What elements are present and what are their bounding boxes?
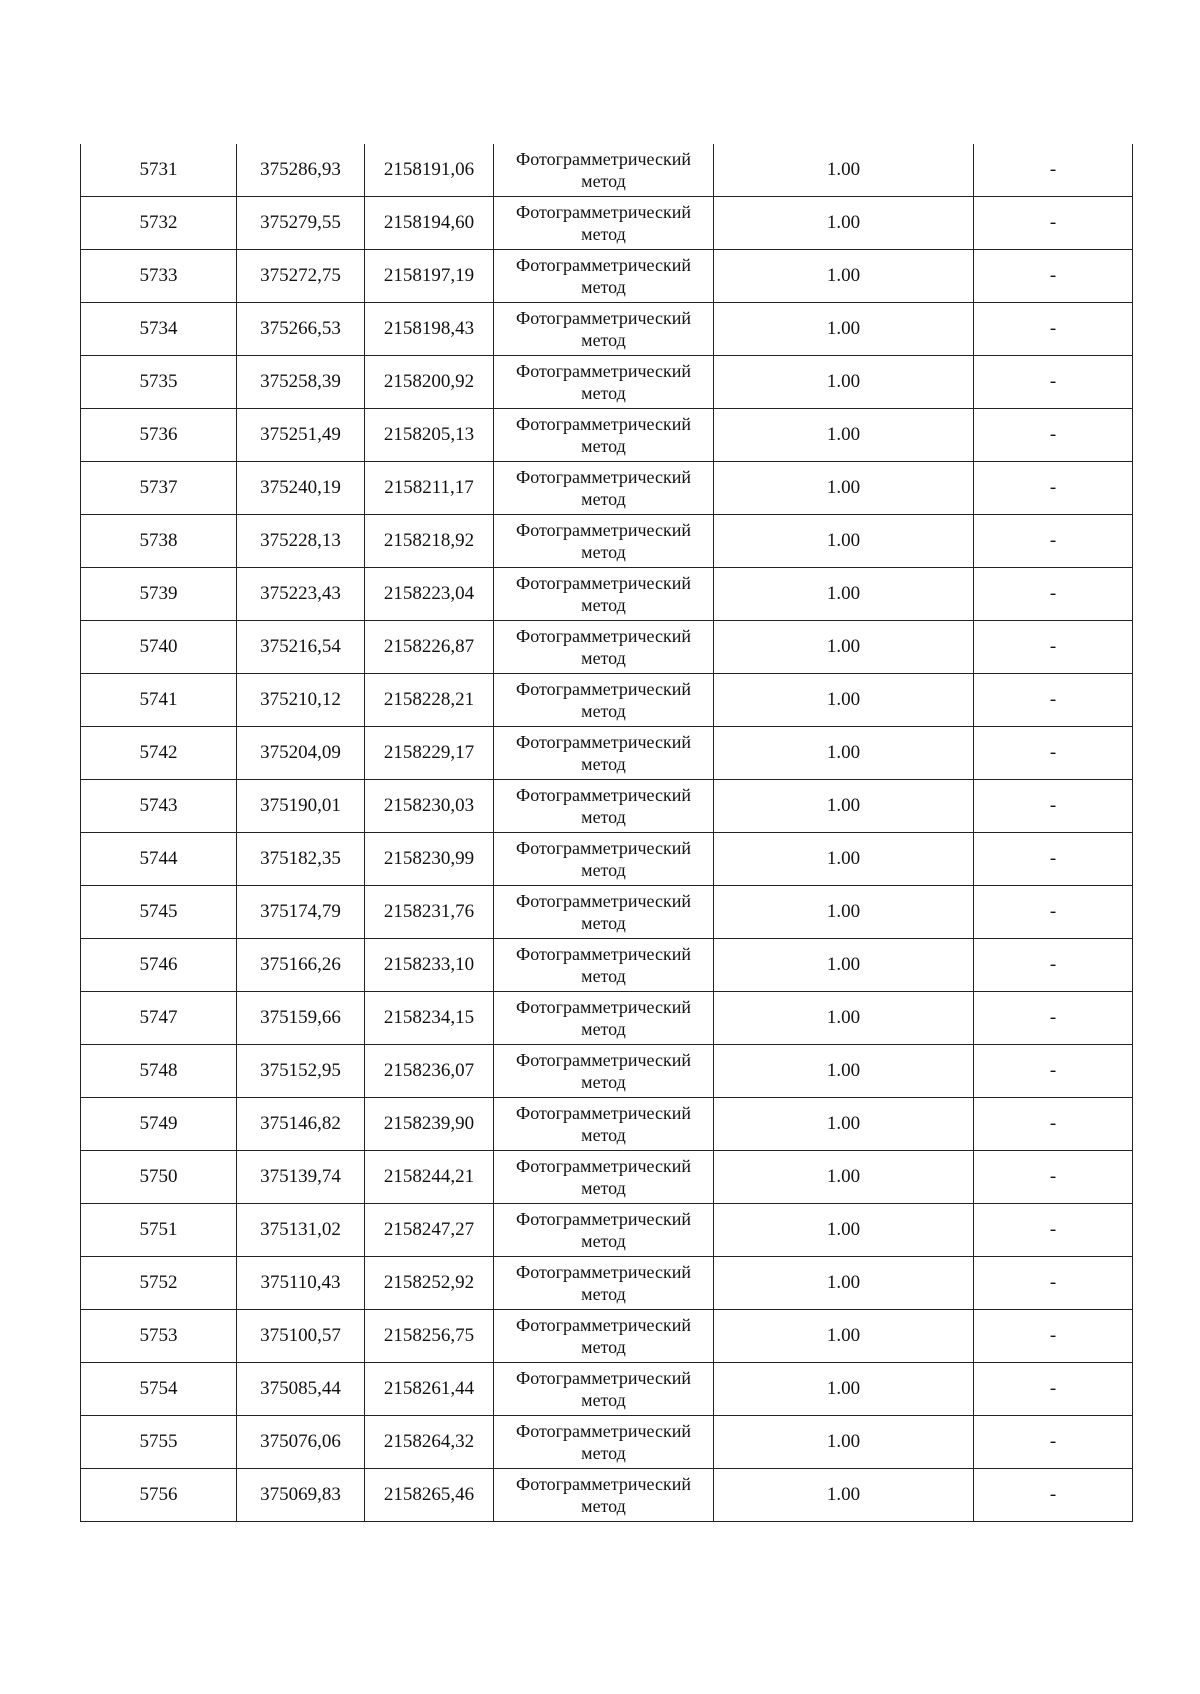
- point-number-cell: 5731: [81, 144, 237, 197]
- method-cell: [494, 462, 714, 515]
- table-row: [81, 250, 1133, 303]
- method-line-2: метод: [581, 807, 626, 827]
- accuracy-cell: 1.00: [714, 144, 974, 197]
- method-line-2: метод: [581, 966, 626, 986]
- method-line-2: метод: [581, 224, 626, 244]
- accuracy-cell: 1.00: [714, 727, 974, 780]
- method-line-2: метод: [581, 1125, 626, 1145]
- note-cell: -: [974, 674, 1133, 727]
- accuracy-cell: 1.00: [714, 303, 974, 356]
- method-line-1: Фотограмметрический: [516, 520, 691, 540]
- point-number-cell: 5733: [81, 250, 237, 303]
- table-row: [81, 780, 1133, 833]
- method-line-2: метод: [581, 436, 626, 456]
- note-cell: -: [974, 144, 1133, 197]
- method-line-1: Фотограмметрический: [516, 467, 691, 487]
- method-line-1: Фотограмметрический: [516, 1262, 691, 1282]
- y-coordinate-cell: 2158205,13: [365, 409, 494, 462]
- y-coordinate-cell: 2158239,90: [365, 1098, 494, 1151]
- table-row: [81, 1363, 1133, 1416]
- y-coordinate-cell: 2158229,17: [365, 727, 494, 780]
- method-cell: [494, 992, 714, 1045]
- point-number-cell: 5739: [81, 568, 237, 621]
- method-line-1: Фотограмметрический: [516, 308, 691, 328]
- method-cell: [494, 1045, 714, 1098]
- note-cell: -: [974, 356, 1133, 409]
- y-coordinate-cell: 2158236,07: [365, 1045, 494, 1098]
- x-coordinate-cell: 375210,12: [237, 674, 365, 727]
- coordinates-table-body: [81, 144, 1133, 1522]
- method-line-1: Фотограмметрический: [516, 1315, 691, 1335]
- note-cell: -: [974, 462, 1133, 515]
- note-cell: -: [974, 621, 1133, 674]
- method-line-1: Фотограмметрический: [516, 573, 691, 593]
- note-cell: -: [974, 250, 1133, 303]
- y-coordinate-cell: 2158261,44: [365, 1363, 494, 1416]
- method-cell: [494, 833, 714, 886]
- method-cell: [494, 1204, 714, 1257]
- point-number-cell: 5737: [81, 462, 237, 515]
- method-line-1: Фотограмметрический: [516, 255, 691, 275]
- accuracy-cell: 1.00: [714, 197, 974, 250]
- method-line-2: метод: [581, 383, 626, 403]
- accuracy-cell: 1.00: [714, 1098, 974, 1151]
- method-cell: [494, 568, 714, 621]
- method-line-1: Фотограмметрический: [516, 149, 691, 169]
- method-line-1: Фотограмметрический: [516, 1050, 691, 1070]
- table-row: [81, 1416, 1133, 1469]
- accuracy-cell: 1.00: [714, 568, 974, 621]
- accuracy-cell: 1.00: [714, 1416, 974, 1469]
- method-line-2: метод: [581, 860, 626, 880]
- method-cell: [494, 250, 714, 303]
- x-coordinate-cell: 375182,35: [237, 833, 365, 886]
- method-line-1: Фотограмметрический: [516, 202, 691, 222]
- method-line-1: Фотограмметрический: [516, 361, 691, 381]
- note-cell: -: [974, 1469, 1133, 1522]
- y-coordinate-cell: 2158223,04: [365, 568, 494, 621]
- y-coordinate-cell: 2158231,76: [365, 886, 494, 939]
- accuracy-cell: 1.00: [714, 1045, 974, 1098]
- method-line-2: метод: [581, 1231, 626, 1251]
- note-cell: -: [974, 1045, 1133, 1098]
- method-line-1: Фотограмметрический: [516, 1156, 691, 1176]
- table-row: [81, 568, 1133, 621]
- y-coordinate-cell: 2158234,15: [365, 992, 494, 1045]
- x-coordinate-cell: 375174,79: [237, 886, 365, 939]
- point-number-cell: 5744: [81, 833, 237, 886]
- method-line-1: Фотограмметрический: [516, 997, 691, 1017]
- point-number-cell: 5738: [81, 515, 237, 568]
- note-cell: -: [974, 833, 1133, 886]
- accuracy-cell: 1.00: [714, 621, 974, 674]
- point-number-cell: 5732: [81, 197, 237, 250]
- note-cell: -: [974, 886, 1133, 939]
- method-line-1: Фотограмметрический: [516, 1368, 691, 1388]
- point-number-cell: 5743: [81, 780, 237, 833]
- method-line-2: метод: [581, 1496, 626, 1516]
- method-line-1: Фотограмметрический: [516, 785, 691, 805]
- method-line-2: метод: [581, 330, 626, 350]
- y-coordinate-cell: 2158198,43: [365, 303, 494, 356]
- method-line-1: Фотограмметрический: [516, 679, 691, 699]
- accuracy-cell: 1.00: [714, 462, 974, 515]
- point-number-cell: 5752: [81, 1257, 237, 1310]
- method-line-1: Фотограмметрический: [516, 414, 691, 434]
- x-coordinate-cell: 375110,43: [237, 1257, 365, 1310]
- x-coordinate-cell: 375166,26: [237, 939, 365, 992]
- method-line-2: метод: [581, 1443, 626, 1463]
- method-cell: [494, 939, 714, 992]
- point-number-cell: 5748: [81, 1045, 237, 1098]
- x-coordinate-cell: 375266,53: [237, 303, 365, 356]
- method-cell: [494, 1098, 714, 1151]
- point-number-cell: 5734: [81, 303, 237, 356]
- x-coordinate-cell: 375069,83: [237, 1469, 365, 1522]
- x-coordinate-cell: 375251,49: [237, 409, 365, 462]
- note-cell: -: [974, 1257, 1133, 1310]
- table-row: [81, 515, 1133, 568]
- method-line-1: Фотограмметрический: [516, 1474, 691, 1494]
- accuracy-cell: 1.00: [714, 1257, 974, 1310]
- note-cell: -: [974, 727, 1133, 780]
- point-number-cell: 5751: [81, 1204, 237, 1257]
- method-line-2: метод: [581, 1337, 626, 1357]
- table-row: [81, 939, 1133, 992]
- method-line-1: Фотограмметрический: [516, 1103, 691, 1123]
- table-row: [81, 356, 1133, 409]
- method-cell: [494, 1257, 714, 1310]
- x-coordinate-cell: 375216,54: [237, 621, 365, 674]
- method-cell: [494, 1310, 714, 1363]
- accuracy-cell: 1.00: [714, 1469, 974, 1522]
- table-row: [81, 1469, 1133, 1522]
- x-coordinate-cell: 375139,74: [237, 1151, 365, 1204]
- method-cell: [494, 197, 714, 250]
- accuracy-cell: 1.00: [714, 515, 974, 568]
- point-number-cell: 5755: [81, 1416, 237, 1469]
- coordinates-table: [80, 144, 1133, 1522]
- x-coordinate-cell: 375228,13: [237, 515, 365, 568]
- point-number-cell: 5746: [81, 939, 237, 992]
- accuracy-cell: 1.00: [714, 1204, 974, 1257]
- y-coordinate-cell: 2158230,99: [365, 833, 494, 886]
- x-coordinate-cell: 375279,55: [237, 197, 365, 250]
- y-coordinate-cell: 2158252,92: [365, 1257, 494, 1310]
- method-line-1: Фотограмметрический: [516, 626, 691, 646]
- point-number-cell: 5749: [81, 1098, 237, 1151]
- method-line-2: метод: [581, 648, 626, 668]
- method-line-1: Фотограмметрический: [516, 891, 691, 911]
- x-coordinate-cell: 375240,19: [237, 462, 365, 515]
- table-row: [81, 886, 1133, 939]
- y-coordinate-cell: 2158191,06: [365, 144, 494, 197]
- x-coordinate-cell: 375152,95: [237, 1045, 365, 1098]
- point-number-cell: 5736: [81, 409, 237, 462]
- method-line-1: Фотограмметрический: [516, 838, 691, 858]
- table-row: [81, 409, 1133, 462]
- y-coordinate-cell: 2158256,75: [365, 1310, 494, 1363]
- point-number-cell: 5742: [81, 727, 237, 780]
- point-number-cell: 5756: [81, 1469, 237, 1522]
- y-coordinate-cell: 2158264,32: [365, 1416, 494, 1469]
- method-line-1: Фотограмметрический: [516, 944, 691, 964]
- note-cell: -: [974, 780, 1133, 833]
- y-coordinate-cell: 2158197,19: [365, 250, 494, 303]
- point-number-cell: 5740: [81, 621, 237, 674]
- accuracy-cell: 1.00: [714, 1363, 974, 1416]
- point-number-cell: 5750: [81, 1151, 237, 1204]
- table-row: [81, 1257, 1133, 1310]
- method-cell: [494, 727, 714, 780]
- point-number-cell: 5747: [81, 992, 237, 1045]
- x-coordinate-cell: 375146,82: [237, 1098, 365, 1151]
- method-cell: [494, 1151, 714, 1204]
- table-row: [81, 727, 1133, 780]
- note-cell: -: [974, 197, 1133, 250]
- y-coordinate-cell: 2158247,27: [365, 1204, 494, 1257]
- note-cell: -: [974, 992, 1133, 1045]
- x-coordinate-cell: 375286,93: [237, 144, 365, 197]
- method-cell: [494, 144, 714, 197]
- accuracy-cell: 1.00: [714, 939, 974, 992]
- point-number-cell: 5741: [81, 674, 237, 727]
- y-coordinate-cell: 2158226,87: [365, 621, 494, 674]
- y-coordinate-cell: 2158265,46: [365, 1469, 494, 1522]
- y-coordinate-cell: 2158230,03: [365, 780, 494, 833]
- y-coordinate-cell: 2158228,21: [365, 674, 494, 727]
- method-cell: [494, 1469, 714, 1522]
- note-cell: -: [974, 1204, 1133, 1257]
- y-coordinate-cell: 2158211,17: [365, 462, 494, 515]
- method-cell: [494, 1363, 714, 1416]
- method-line-1: Фотограмметрический: [516, 1421, 691, 1441]
- accuracy-cell: 1.00: [714, 356, 974, 409]
- table-row: [81, 197, 1133, 250]
- note-cell: -: [974, 1310, 1133, 1363]
- method-cell: [494, 886, 714, 939]
- table-row: [81, 303, 1133, 356]
- accuracy-cell: 1.00: [714, 992, 974, 1045]
- method-cell: [494, 780, 714, 833]
- y-coordinate-cell: 2158244,21: [365, 1151, 494, 1204]
- y-coordinate-cell: 2158218,92: [365, 515, 494, 568]
- table-row: [81, 144, 1133, 197]
- method-line-2: метод: [581, 913, 626, 933]
- method-cell: [494, 515, 714, 568]
- point-number-cell: 5745: [81, 886, 237, 939]
- table-row: [81, 1151, 1133, 1204]
- method-line-2: метод: [581, 489, 626, 509]
- note-cell: -: [974, 1098, 1133, 1151]
- note-cell: -: [974, 939, 1133, 992]
- note-cell: -: [974, 1151, 1133, 1204]
- method-line-2: метод: [581, 595, 626, 615]
- method-line-2: метод: [581, 171, 626, 191]
- accuracy-cell: 1.00: [714, 409, 974, 462]
- method-cell: [494, 674, 714, 727]
- accuracy-cell: 1.00: [714, 1310, 974, 1363]
- method-line-2: метод: [581, 754, 626, 774]
- table-row: [81, 621, 1133, 674]
- table-row: [81, 1045, 1133, 1098]
- table-row: [81, 462, 1133, 515]
- note-cell: -: [974, 515, 1133, 568]
- note-cell: -: [974, 303, 1133, 356]
- note-cell: -: [974, 409, 1133, 462]
- point-number-cell: 5753: [81, 1310, 237, 1363]
- method-line-2: метод: [581, 1284, 626, 1304]
- method-cell: [494, 621, 714, 674]
- method-line-2: метод: [581, 277, 626, 297]
- table-row: [81, 1204, 1133, 1257]
- x-coordinate-cell: 375085,44: [237, 1363, 365, 1416]
- method-cell: [494, 356, 714, 409]
- accuracy-cell: 1.00: [714, 1151, 974, 1204]
- method-line-2: метод: [581, 1178, 626, 1198]
- x-coordinate-cell: 375100,57: [237, 1310, 365, 1363]
- x-coordinate-cell: 375272,75: [237, 250, 365, 303]
- method-line-1: Фотограмметрический: [516, 1209, 691, 1229]
- method-cell: [494, 1416, 714, 1469]
- method-line-2: метод: [581, 701, 626, 721]
- x-coordinate-cell: 375159,66: [237, 992, 365, 1045]
- accuracy-cell: 1.00: [714, 250, 974, 303]
- accuracy-cell: 1.00: [714, 833, 974, 886]
- note-cell: -: [974, 568, 1133, 621]
- y-coordinate-cell: 2158233,10: [365, 939, 494, 992]
- y-coordinate-cell: 2158194,60: [365, 197, 494, 250]
- method-cell: [494, 303, 714, 356]
- x-coordinate-cell: 375131,02: [237, 1204, 365, 1257]
- accuracy-cell: 1.00: [714, 674, 974, 727]
- method-line-1: Фотограмметрический: [516, 732, 691, 752]
- accuracy-cell: 1.00: [714, 886, 974, 939]
- note-cell: -: [974, 1363, 1133, 1416]
- method-line-2: метод: [581, 1072, 626, 1092]
- table-row: [81, 833, 1133, 886]
- method-line-2: метод: [581, 542, 626, 562]
- table-row: [81, 674, 1133, 727]
- x-coordinate-cell: 375258,39: [237, 356, 365, 409]
- accuracy-cell: 1.00: [714, 780, 974, 833]
- y-coordinate-cell: 2158200,92: [365, 356, 494, 409]
- method-line-2: метод: [581, 1390, 626, 1410]
- table-row: [81, 992, 1133, 1045]
- x-coordinate-cell: 375204,09: [237, 727, 365, 780]
- point-number-cell: 5735: [81, 356, 237, 409]
- method-cell: [494, 409, 714, 462]
- note-cell: -: [974, 1416, 1133, 1469]
- table-row: [81, 1098, 1133, 1151]
- table-row: [81, 1310, 1133, 1363]
- point-number-cell: 5754: [81, 1363, 237, 1416]
- method-line-2: метод: [581, 1019, 626, 1039]
- x-coordinate-cell: 375076,06: [237, 1416, 365, 1469]
- x-coordinate-cell: 375190,01: [237, 780, 365, 833]
- x-coordinate-cell: 375223,43: [237, 568, 365, 621]
